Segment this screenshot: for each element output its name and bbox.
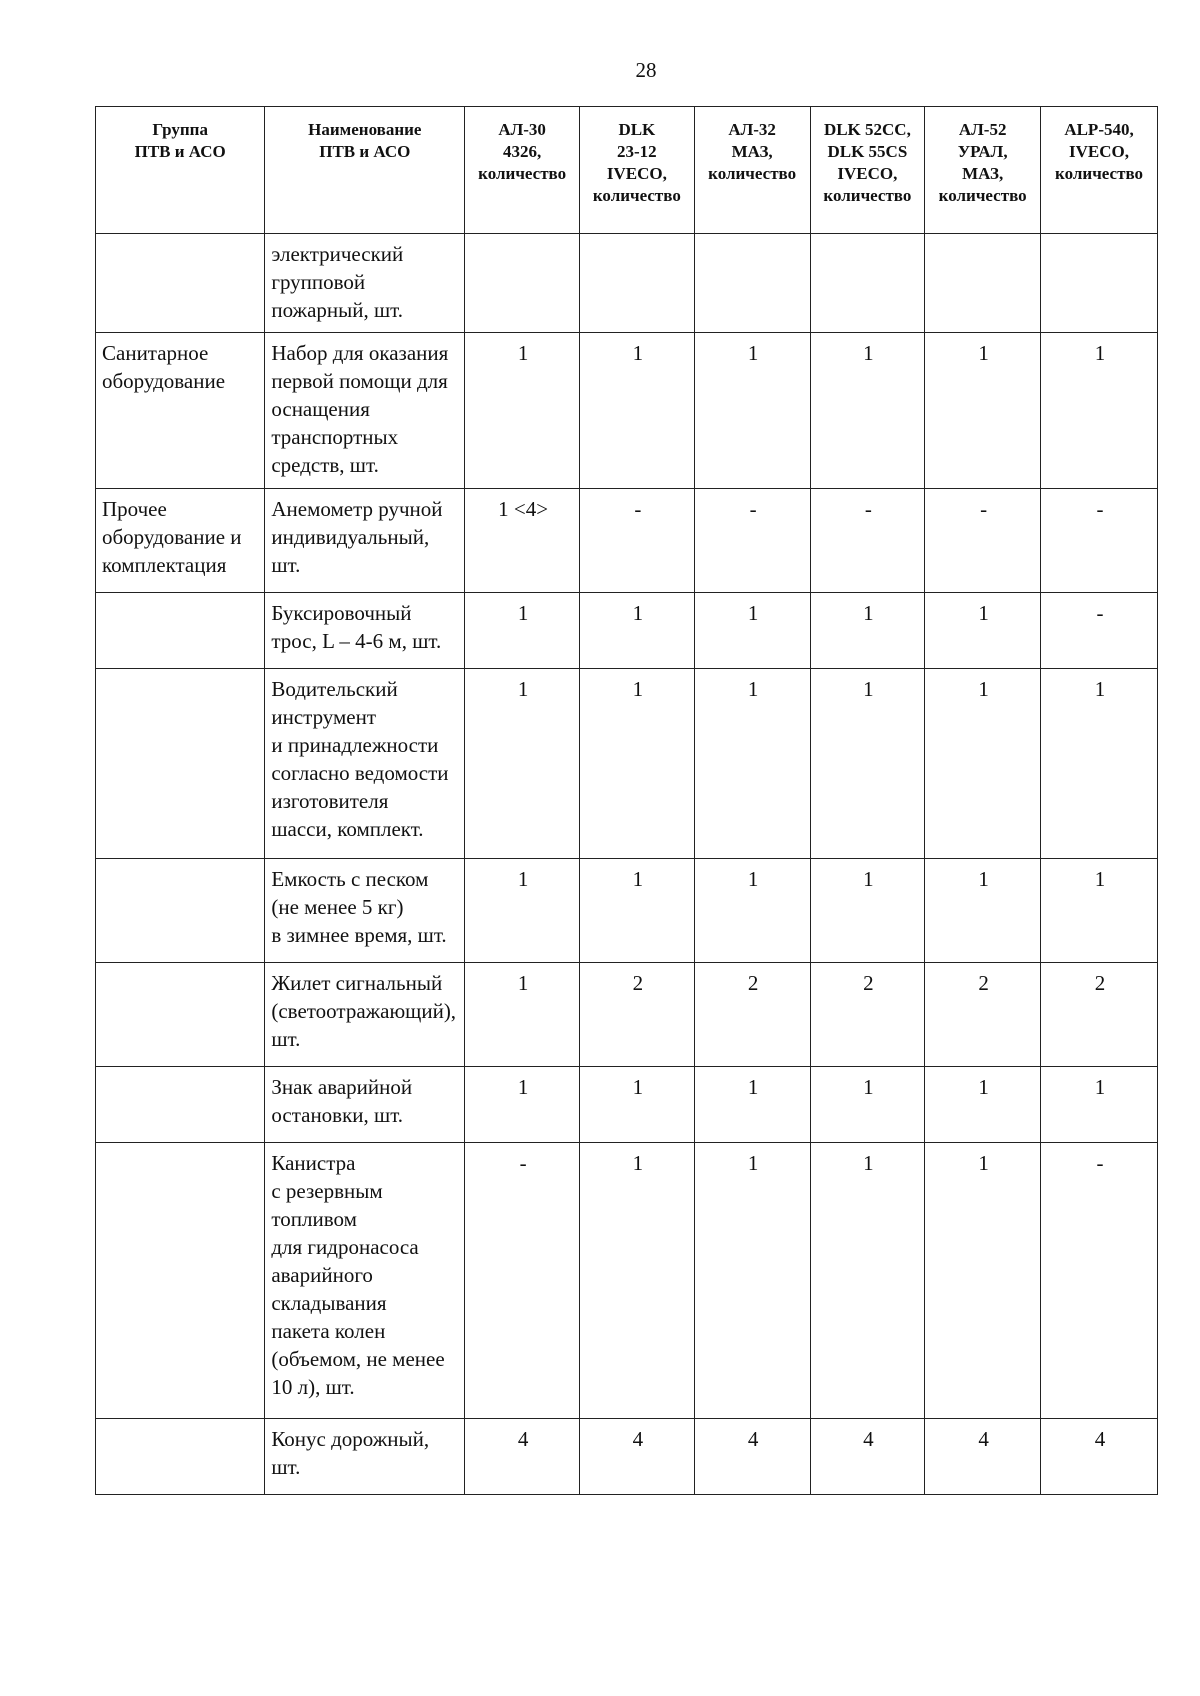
item-name: Знак аварийной остановки, шт.	[265, 1067, 465, 1143]
value-cell: 1	[1041, 333, 1158, 489]
value-cell: 4	[810, 1419, 925, 1495]
value-cell: 1	[810, 669, 925, 859]
value-cell: -	[925, 489, 1041, 593]
value-cell: 1	[465, 963, 580, 1067]
value-cell: 1 <4>	[465, 489, 580, 593]
value-cell: 1	[925, 1067, 1041, 1143]
table-row	[96, 1067, 1158, 1143]
value-cell: 1	[465, 593, 580, 669]
value-cell: 1	[465, 333, 580, 489]
table-row	[96, 1419, 1158, 1495]
value-cell: 2	[925, 963, 1041, 1067]
header-al52: АЛ-52 УРАЛ, МАЗ, количество	[925, 107, 1041, 234]
header-group: Группа ПТВ и АСО	[96, 107, 265, 234]
value-cell: 1	[810, 1143, 925, 1419]
value-cell: 1	[1041, 859, 1158, 963]
equipment-table	[95, 106, 1158, 1495]
value-cell: 4	[694, 1419, 810, 1495]
value-cell: 4	[1041, 1419, 1158, 1495]
group-cell	[96, 1419, 265, 1495]
value-cell: -	[1041, 593, 1158, 669]
value-cell: 1	[580, 333, 695, 489]
value-cell: 4	[465, 1419, 580, 1495]
table-row	[96, 669, 1158, 859]
value-cell: 1	[810, 333, 925, 489]
value-cell: -	[580, 489, 695, 593]
group-cell: Санитарное оборудование	[96, 333, 265, 489]
value-cell	[810, 234, 925, 333]
group-cell	[96, 859, 265, 963]
group-cell	[96, 593, 265, 669]
group-cell	[96, 234, 265, 333]
header-al32: АЛ-32 МАЗ, количество	[694, 107, 810, 234]
item-name: электрический групповой пожарный, шт.	[265, 234, 465, 333]
value-cell: 1	[925, 593, 1041, 669]
item-name: Водительский инструмент и принадлежности согласно ведомости изготовителя шасси, комплект.	[265, 669, 465, 859]
value-cell: 1	[694, 859, 810, 963]
value-cell: 1	[580, 669, 695, 859]
header-row	[96, 107, 1158, 234]
value-cell: 1	[694, 593, 810, 669]
group-cell	[96, 1143, 265, 1419]
value-cell: -	[1041, 489, 1158, 593]
table-row	[96, 1143, 1158, 1419]
value-cell: 1	[925, 333, 1041, 489]
value-cell: 1	[925, 669, 1041, 859]
header-al30: АЛ-30 4326, количество	[465, 107, 580, 234]
value-cell: 1	[580, 593, 695, 669]
value-cell	[694, 234, 810, 333]
value-cell: -	[1041, 1143, 1158, 1419]
value-cell: 1	[1041, 1067, 1158, 1143]
value-cell: 4	[580, 1419, 695, 1495]
item-name: Канистра с резервным топливом для гидронасоса аварийного складывания пакета колен (объемом, не менее 10 л), шт.	[265, 1143, 465, 1419]
value-cell: 1	[810, 593, 925, 669]
group-cell	[96, 669, 265, 859]
value-cell: 1	[694, 1143, 810, 1419]
item-name: Буксировочный трос, L – 4-6 м, шт.	[265, 593, 465, 669]
value-cell: 1	[694, 333, 810, 489]
header-name: Наименование ПТВ и АСО	[265, 107, 465, 234]
item-name: Конус дорожный, шт.	[265, 1419, 465, 1495]
value-cell: -	[810, 489, 925, 593]
table-row	[96, 593, 1158, 669]
group-cell: Прочее оборудование и комплектация	[96, 489, 265, 593]
page-number: 28	[635, 58, 657, 82]
value-cell: 1	[580, 1067, 695, 1143]
table-row	[96, 234, 1158, 333]
group-cell	[96, 1067, 265, 1143]
value-cell: -	[694, 489, 810, 593]
table-row	[96, 489, 1158, 593]
value-cell: 1	[810, 1067, 925, 1143]
item-name: Жилет сигнальный (светоотражающий), шт.	[265, 963, 465, 1067]
value-cell: 2	[1041, 963, 1158, 1067]
item-name: Анемометр ручной индивидуальный, шт.	[265, 489, 465, 593]
group-cell	[96, 963, 265, 1067]
item-name: Набор для оказания первой помощи для оснащения транспортных средств, шт.	[265, 333, 465, 489]
value-cell: 1	[465, 669, 580, 859]
item-name: Емкость с песком (не менее 5 кг) в зимнее время, шт.	[265, 859, 465, 963]
header-dlk2312: DLK 23-12 IVECO, количество	[580, 107, 695, 234]
value-cell: 2	[694, 963, 810, 1067]
value-cell: 1	[580, 1143, 695, 1419]
value-cell: 1	[925, 859, 1041, 963]
value-cell	[465, 234, 580, 333]
value-cell: 1	[1041, 669, 1158, 859]
value-cell: 2	[810, 963, 925, 1067]
table-row	[96, 333, 1158, 489]
value-cell: -	[465, 1143, 580, 1419]
value-cell: 1	[925, 1143, 1041, 1419]
header-alp540: ALP-540, IVECO, количество	[1041, 107, 1158, 234]
value-cell: 1	[580, 859, 695, 963]
value-cell: 1	[465, 859, 580, 963]
value-cell	[580, 234, 695, 333]
table-row	[96, 963, 1158, 1067]
value-cell: 1	[465, 1067, 580, 1143]
value-cell: 4	[925, 1419, 1041, 1495]
value-cell: 1	[694, 669, 810, 859]
header-dlk52: DLK 52CC, DLK 55CS IVECO, количество	[810, 107, 925, 234]
value-cell	[925, 234, 1041, 333]
table-row	[96, 859, 1158, 963]
value-cell: 2	[580, 963, 695, 1067]
value-cell	[1041, 234, 1158, 333]
value-cell: 1	[810, 859, 925, 963]
value-cell: 1	[694, 1067, 810, 1143]
